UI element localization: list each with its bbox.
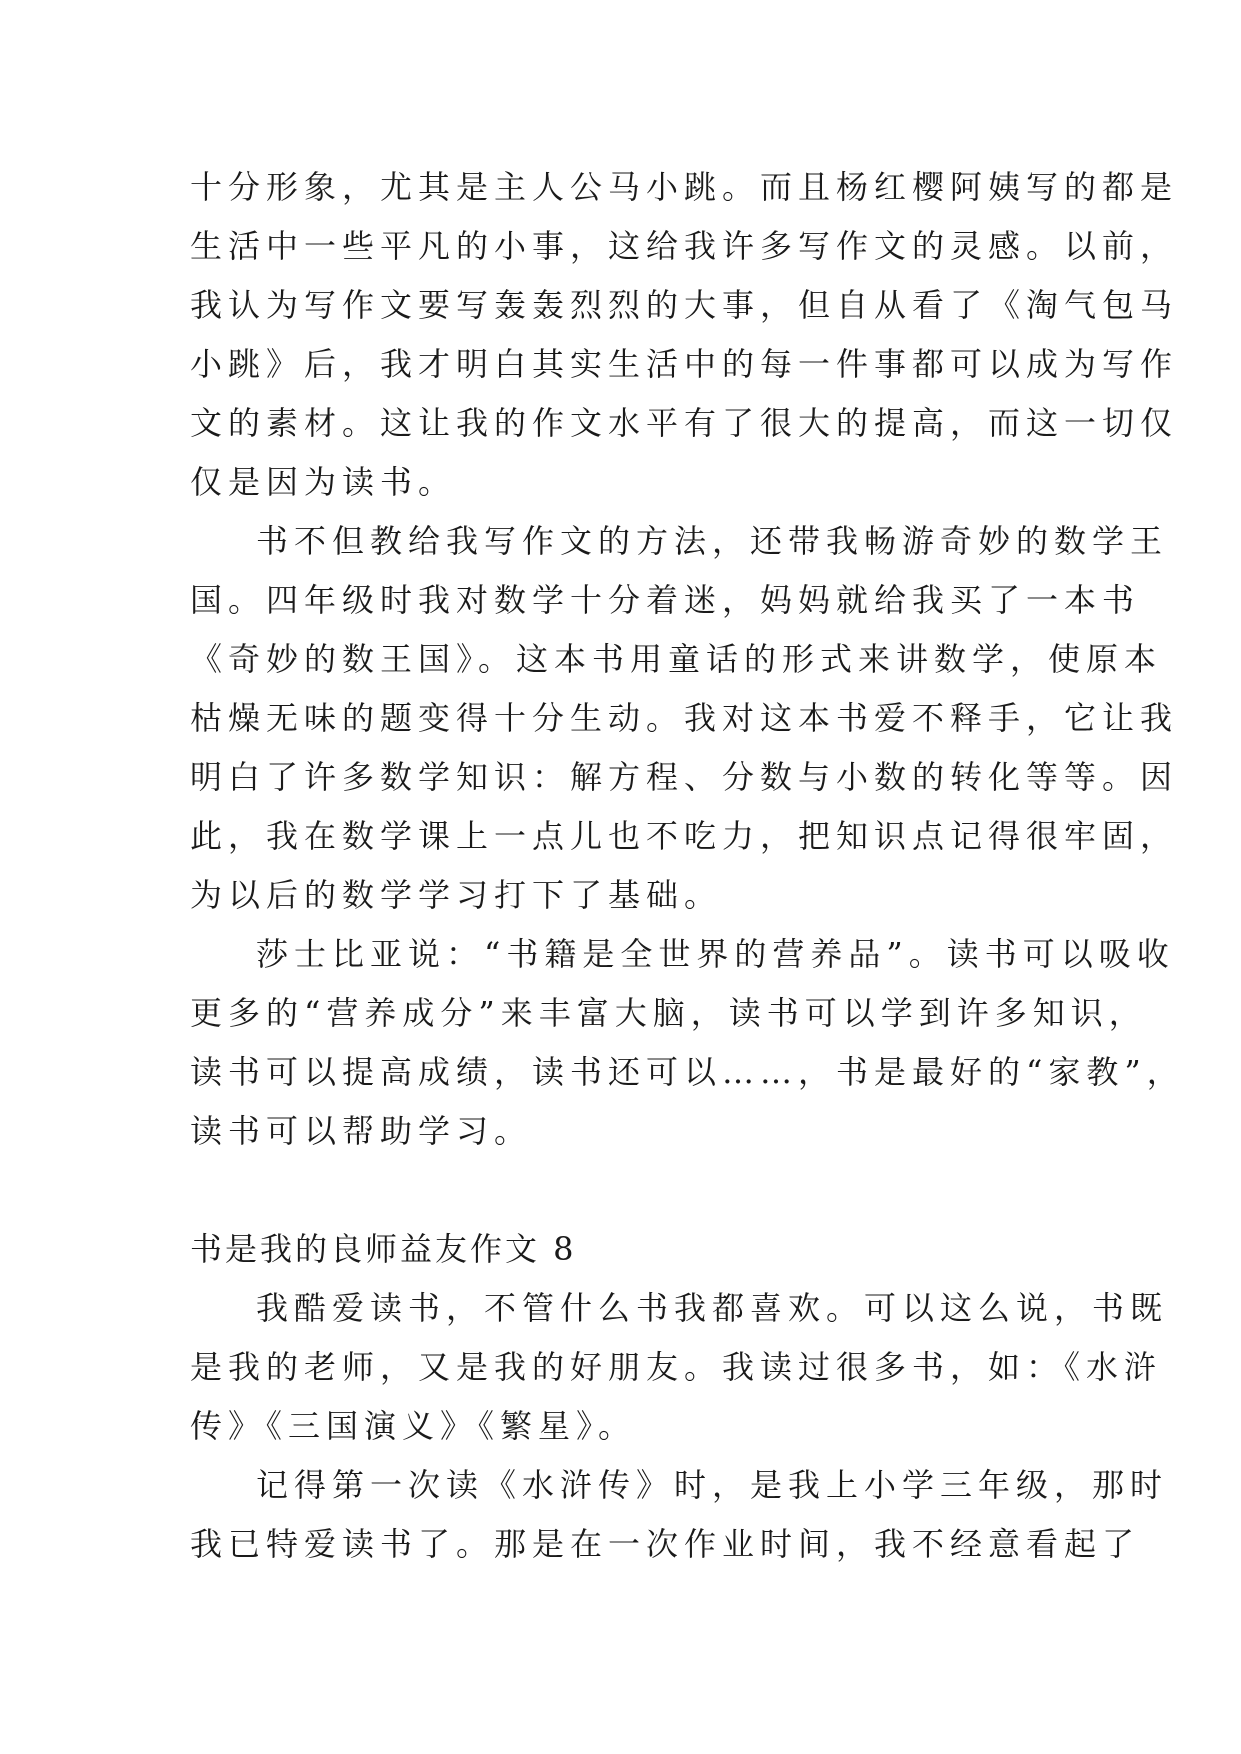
text-line: 此，我在数学课上一点儿也不吃力，把知识点记得很牢固，	[190, 817, 1179, 855]
text-line: 记得第一次读《水浒传》时，是我上小学三年级，那时	[256, 1466, 1169, 1504]
paragraph-essay8-memory	[190, 1456, 1169, 1574]
text-line: 国。四年级时我对数学十分着迷，妈妈就给我买了一本书	[190, 581, 1141, 619]
text-line: 明白了许多数学知识：解方程、分数与小数的转化等等。因	[190, 758, 1179, 796]
text-line: 生活中一些平凡的小事，这给我许多写作文的灵感。以前，	[190, 227, 1179, 265]
text-line: 我已特爱读书了。那是在一次作业时间，我不经意看起了	[190, 1525, 1141, 1563]
text-line: 为以后的数学学习打下了基础。	[190, 876, 723, 914]
essay-heading: 书是我的良师益友作文 8	[190, 1230, 577, 1268]
text-line: 更多的“营养成分”来丰富大脑，读书可以学到许多知识，	[190, 994, 1147, 1032]
text-line: 十分形象，尤其是主人公马小跳。而且杨红樱阿姨写的都是	[190, 168, 1179, 206]
text-line: 传》《三国演义》《繁星》。	[190, 1407, 637, 1445]
text-line: 是我的老师，又是我的好朋友。我读过很多书，如：《水浒	[190, 1348, 1163, 1386]
paragraph-continuation	[190, 158, 1179, 512]
text-line: 莎士比亚说：“书籍是全世界的营养品”。读书可以吸收	[256, 935, 1175, 973]
text-line: 书不但教给我写作文的方法，还带我畅游奇妙的数学王	[256, 522, 1169, 560]
text-line: 枯燥无味的题变得十分生动。我对这本书爱不释手，它让我	[190, 699, 1179, 737]
text-line: 仅是因为读书。	[190, 463, 457, 501]
document-body	[190, 158, 1185, 1574]
text-line: 我酷爱读书，不管什么书我都喜欢。可以这么说，书既	[256, 1289, 1169, 1327]
text-line: 小跳》后，我才明白其实生活中的每一件事都可以成为写作	[190, 345, 1179, 383]
text-line: 读书可以提高成绩，读书还可以……，书是最好的“家教”，	[190, 1053, 1185, 1091]
paragraph-math	[190, 512, 1179, 925]
paragraph-essay8-intro	[190, 1279, 1169, 1456]
paragraph-quote	[190, 925, 1185, 1161]
blank-line	[190, 1161, 1060, 1220]
text-line: 我认为写作文要写轰轰烈烈的大事，但自从看了《淘气包马	[190, 286, 1179, 324]
text-line: 《奇妙的数王国》。这本书用童话的形式来讲数学，使原本	[190, 640, 1163, 678]
text-line: 读书可以帮助学习。	[190, 1112, 533, 1150]
text-line: 文的素材。这让我的作文水平有了很大的提高，而这一切仅	[190, 404, 1179, 442]
